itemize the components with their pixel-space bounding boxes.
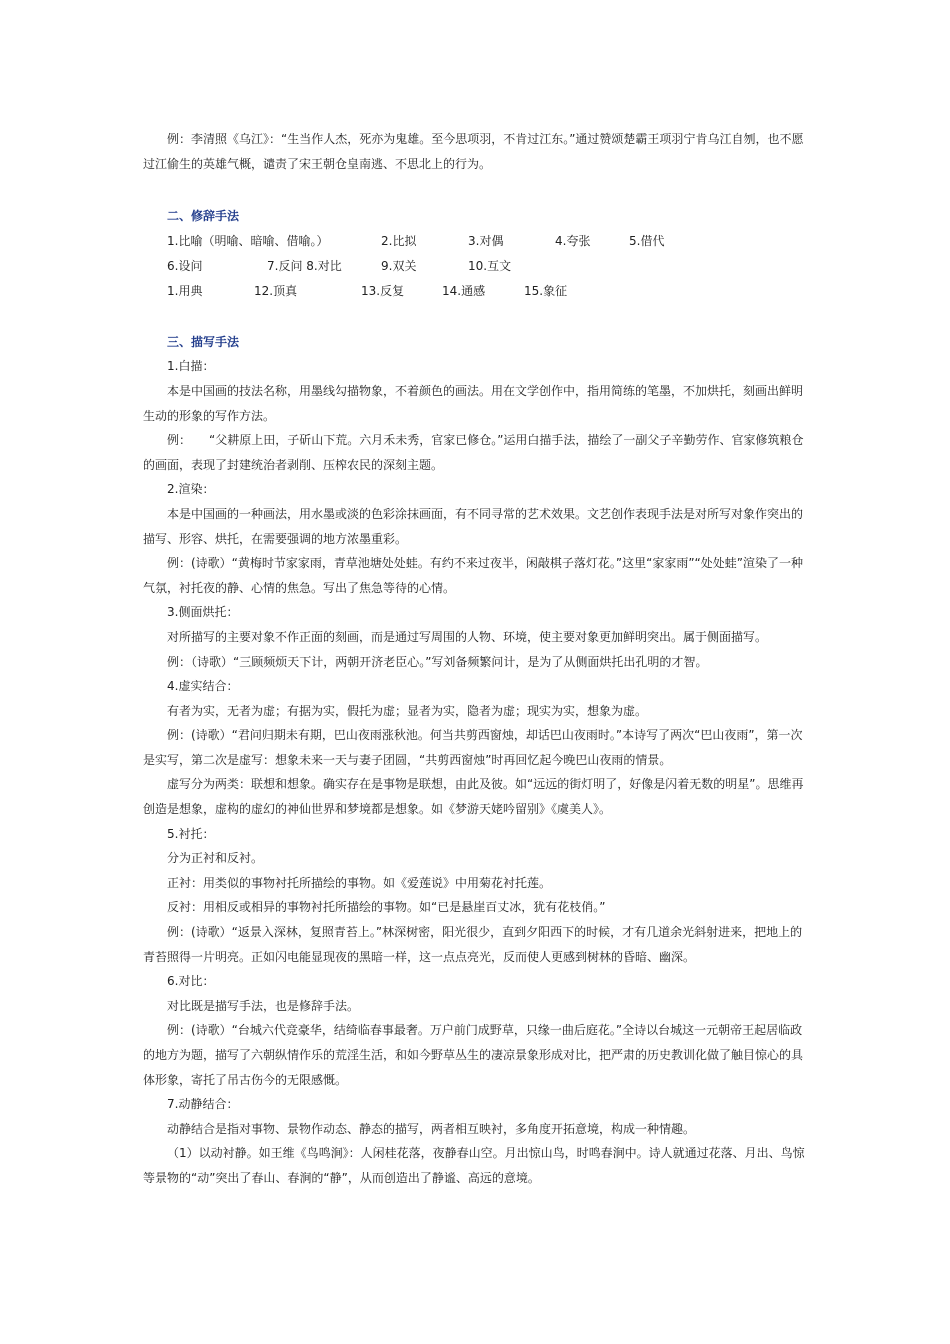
item-paragraph: 动静结合是指对事物、景物作动态、静态的描写，两者相互映衬，多角度开拓意境，构成一种情趣。 xyxy=(167,1121,696,1136)
item-title: 2.渲染： xyxy=(167,482,215,497)
item-paragraph: 反衬：用相反或相异的事物衬托所描绘的事物。如“已是悬崖百丈冰，犹有花枝俏。” xyxy=(167,900,606,915)
item-title: 3.侧面烘托： xyxy=(167,605,239,620)
rhetoric-row-1 xyxy=(143,229,808,254)
rhetoric-item: 2.比拟 xyxy=(381,233,417,248)
description-item-6 xyxy=(143,969,808,1092)
description-item-4 xyxy=(143,674,808,822)
item-title: 6.对比： xyxy=(167,974,215,989)
description-item-5 xyxy=(143,822,808,970)
rhetoric-item: 14.通感 xyxy=(442,283,486,298)
item-title: 4.虚实结合： xyxy=(167,679,239,694)
item-paragraph: 本是中国画的技法名称，用墨线勾描物象，不着颜色的画法。用在文学创作中，指用简练的笔墨，不加烘托，刻画出鲜明生动的形象的写作方法。 xyxy=(143,383,804,423)
rhetoric-item: 3.对偶 xyxy=(468,233,504,248)
description-item-7 xyxy=(143,1092,808,1190)
document-page xyxy=(143,127,808,1191)
description-item-1 xyxy=(143,354,808,477)
item-paragraph: 分为正衬和反衬。 xyxy=(167,851,264,866)
item-paragraph: 有者为实，无者为虚；有据为实，假托为虚；显者为实，隐者为虚；现实为实，想象为虚。 xyxy=(167,703,648,718)
section-heading-description: 三、描写手法 xyxy=(167,334,240,349)
item-title: 5.衬托： xyxy=(167,826,215,841)
rhetoric-item: 7.反问 8.对比 xyxy=(267,258,342,273)
rhetoric-item: 1.用典 xyxy=(167,283,203,298)
rhetoric-item: 13.反复 xyxy=(361,283,405,298)
item-paragraph: 本是中国画的一种画法，用水墨或淡的色彩涂抹画面，有不同寻常的艺术效果。文艺创作表现手法是对所写对象作突出的描写、形容、烘托，在需要强调的地方浓墨重彩。 xyxy=(143,506,804,546)
item-paragraph: 对比既是描写手法，也是修辞手法。 xyxy=(167,998,360,1013)
rhetoric-item: 1.比喻（明喻、暗喻、借喻。） xyxy=(167,233,329,248)
item-title: 7.动静结合： xyxy=(167,1097,239,1112)
item-title: 1.白描： xyxy=(167,359,215,374)
item-paragraph: 例：（诗歌）“三顾频烦天下计，两朝开济老臣心。”写刘备频繁问计，是为了从侧面烘托出孔明的才智。 xyxy=(167,654,708,669)
item-paragraph: 例：(诗歌）“返景入深林，复照青苔上。”林深树密，阳光很少，直到夕阳西下的时候，才有几道余光斜射进来，把地上的青苔照得一片明亮。正如闪电能显现夜的黑暗一样，这一点点亮光，反而使人更感到树林的昏暗、幽深。 xyxy=(143,925,803,964)
item-paragraph: 例：(诗歌）“黄梅时节家家雨，青草池塘处处蛙。有约不来过夜半，闲敲棋子落灯花。”这里“家家雨”“处处蛙”渲染了一种气氛，衬托夜的静、心情的焦急。写出了焦急等待的心情。 xyxy=(143,556,803,595)
intro-example-paragraph: 例：李清照《乌江》：“生当作人杰，死亦为鬼雄。至今思项羽，不肯过江东。”通过赞颂楚霸王项羽宁肯乌江自刎，也不愿过江偷生的英雄气概，谴责了宋王朝仓皇南逃、不思北上的行为。 xyxy=(143,132,804,171)
item-paragraph: 例：(诗歌）“台城六代竞豪华，结绮临春事最奢。万户前门成野草，只缘一曲后庭花。”全诗以台城这一元朝帝王起居临政的地方为题，描写了六朝纵情作乐的荒淫生活，和如今野草丛生的凄凉景象形成对比，把严肃的历史教训化做了触目惊心的具体形象，寄托了吊古伤今的无限感慨。 xyxy=(143,1023,804,1087)
rhetoric-item: 4.夸张 xyxy=(555,233,591,248)
rhetoric-item: 6.设问 xyxy=(167,258,203,273)
item-paragraph: 正衬：用类似的事物衬托所描绘的事物。如《爱莲说》中用菊花衬托莲。 xyxy=(167,875,552,890)
item-paragraph: （1）以动衬静。如王维《鸟鸣涧》：人闲桂花落，夜静春山空。月出惊山鸟，时鸣春涧中。诗人就通过花落、月出、鸟惊等景物的“动”突出了春山、春涧的“静”，从而创造出了静谧、高远的意境。 xyxy=(143,1146,805,1185)
item-paragraph: 例： “父耕原上田，子斫山下荒。六月禾未秀，官家已修仓。”运用白描手法，描绘了一副父子辛勤劳作、官家修筑粮仓的画面，表现了封建统治者剥削、压榨农民的深刻主题。 xyxy=(143,433,804,472)
description-item-2 xyxy=(143,477,808,600)
item-paragraph: 对所描写的主要对象不作正面的刻画，而是通过写周围的人物、环境，使主要对象更加鲜明突出。属于侧面描写。 xyxy=(167,629,768,644)
rhetoric-item: 12.顶真 xyxy=(254,283,298,298)
rhetoric-item: 15.象征 xyxy=(524,283,568,298)
section-heading-rhetoric: 二、修辞手法 xyxy=(167,209,240,224)
rhetoric-row-2 xyxy=(143,254,808,279)
item-paragraph: 虚写分为两类：联想和想象。确实存在是事物是联想，由此及彼。如“远远的街灯明了，好像是闪着无数的明星”。思维再创造是想象，虚构的虚幻的神仙世界和梦境都是想象。如《梦游天姥吟留别》《虞美人》。 xyxy=(143,777,804,817)
rhetoric-item: 5.借代 xyxy=(629,233,665,248)
rhetoric-item: 9.双关 xyxy=(381,258,417,273)
rhetoric-item: 10.互文 xyxy=(468,258,512,273)
rhetoric-row-3 xyxy=(143,279,808,304)
item-paragraph: 例：(诗歌）“君问归期未有期，巴山夜雨涨秋池。何当共剪西窗烛，却话巴山夜雨时。”本诗写了两次“巴山夜雨”，第一次是实写，第二次是虚写：想象未来一天与妻子团圆，“共剪西窗烛”时再回忆起今晚巴山夜雨的情景。 xyxy=(143,728,803,767)
description-item-3 xyxy=(143,600,808,674)
